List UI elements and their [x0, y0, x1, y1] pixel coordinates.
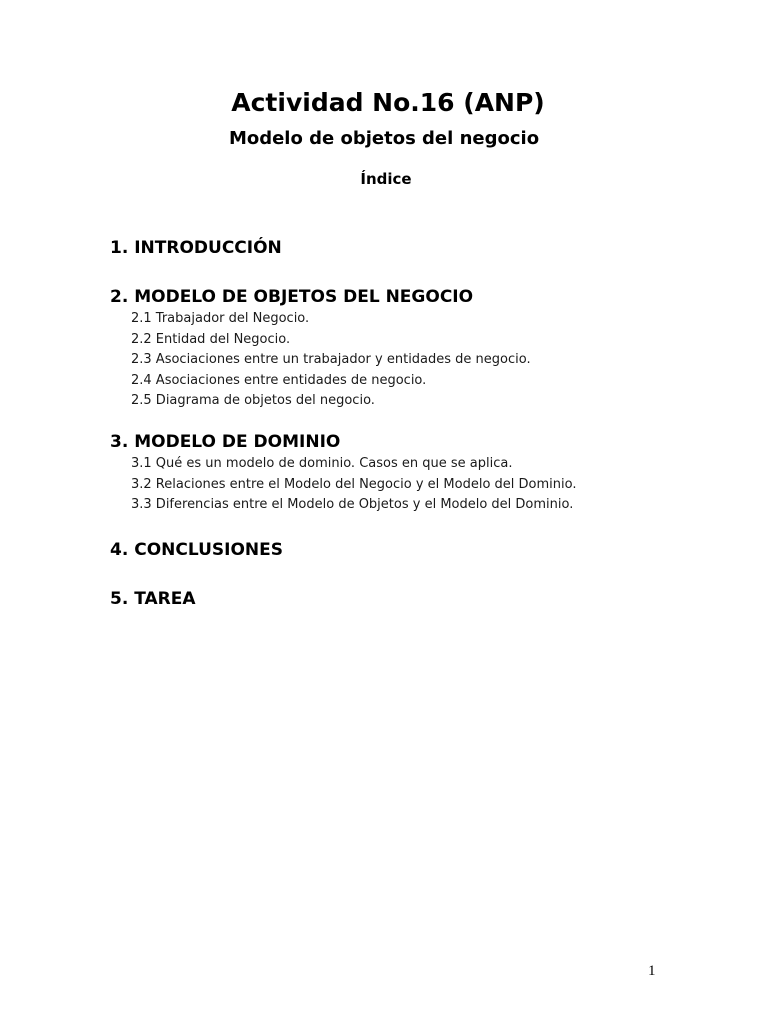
document-title: Actividad No.16 (ANP) [231, 88, 545, 117]
toc-section-introduccion [110, 237, 730, 259]
toc-subitem: 2.5 Diagrama de objetos del negocio. [131, 393, 375, 408]
toc-subitem: 2.4 Asociaciones entre entidades de negocio. [131, 372, 427, 388]
toc-subitem-list [131, 454, 730, 516]
toc-section-number: 1. [110, 238, 129, 258]
toc-section-number: 2. [110, 287, 129, 307]
toc-section-title: INTRODUCCIÓN [134, 238, 282, 258]
toc-section-heading [110, 588, 730, 610]
toc-subitem: 2.2 Entidad del Negocio. [131, 331, 291, 347]
toc-section-title: TAREA [134, 589, 196, 609]
toc-section-number: 4. [110, 540, 129, 560]
toc-section-heading [110, 539, 730, 561]
toc-section-tarea [110, 588, 730, 610]
toc-section-modelo-dominio [110, 431, 730, 516]
toc-section-title: CONCLUSIONES [134, 540, 283, 560]
toc-subitem: 2.1 Trabajador del Negocio. [131, 311, 310, 326]
toc-section-number: 5. [110, 589, 129, 609]
toc-subitem: 2.3 Asociaciones entre un trabajador y entidades de negocio. [131, 352, 531, 367]
document-subtitle: Modelo de objetos del negocio [228, 128, 540, 149]
toc-section-conclusiones [110, 539, 730, 561]
toc-subitem: 3.3 Diferencias entre el Modelo de Objetos y el Modelo del Dominio. [131, 497, 574, 512]
toc-subitem: 3.2 Relaciones entre el Modelo del Negocio y el Modelo del Dominio. [131, 476, 577, 492]
toc-section-number: 3. [110, 432, 129, 452]
toc-section-title: MODELO DE OBJETOS DEL NEGOCIO [134, 287, 474, 307]
toc-section-title: MODELO DE DOMINIO [134, 432, 341, 452]
toc-section-modelo-objetos [110, 286, 730, 412]
toc-section-heading [110, 237, 730, 259]
toc-section-heading [110, 431, 730, 453]
toc-section-heading [110, 286, 730, 308]
toc-subitem: 3.1 Qué es un modelo de dominio. Casos en que se aplica. [131, 456, 513, 471]
index-label: Índice [360, 170, 412, 188]
page-number: 1 [648, 963, 656, 979]
toc-subitem-list [131, 309, 730, 412]
